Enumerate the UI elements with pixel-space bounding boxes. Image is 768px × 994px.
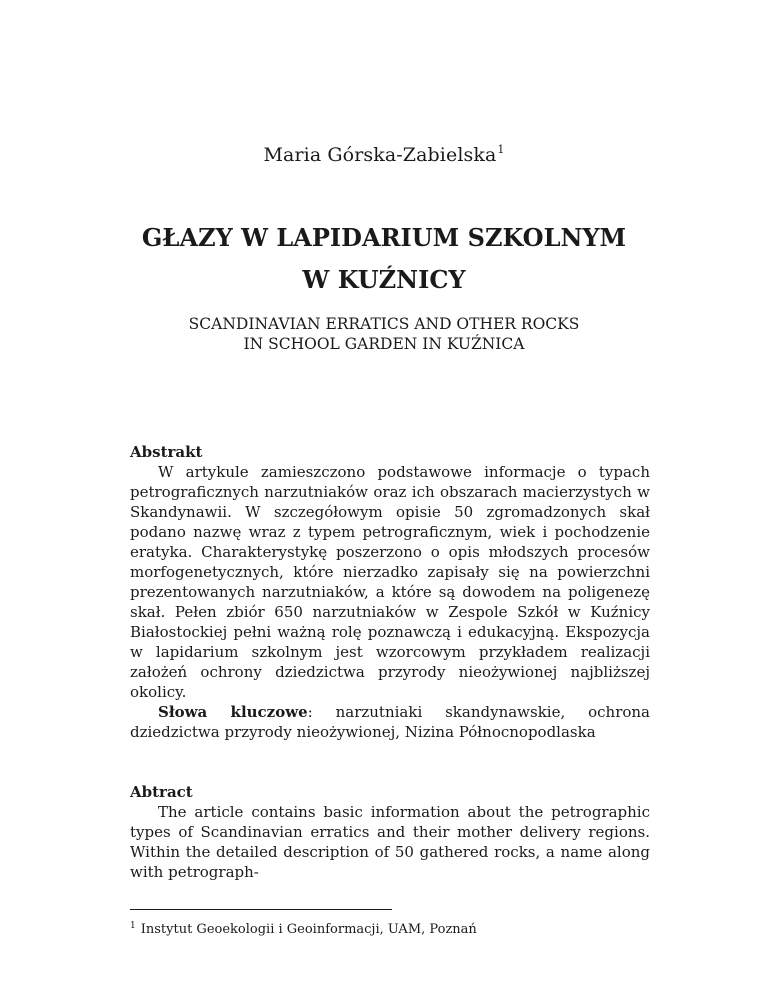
keywords-text: : narzutniaki skandynawskie, ochrona dziedzictwa przyrody nieożywionej, Nizina Północnopodlaska xyxy=(130,703,650,741)
abstract-polish xyxy=(130,442,650,742)
abstract-pl-body: W artykule zamieszczono podstawowe informacje o typach petrograficznych narzutniaków oraz ich obszarach macierzystych w Skandynawii. W szczegółowym opisie 50 zgromadzonych skał podano nazwę wraz z typem petrograficznym, wiek i pochodzenie eratyka. Charakterystykę poszerzono o opis młodszych procesów morfogenetycznych, które nierzadko zapisały się na powierzchni prezentowanych narzutniaków, a które są dowodem na poligenezę skał. Pełen zbiór 650 narzutniaków w Zespole Szkół w Kuźnicy Białostockiej pełni ważną rolę poznawczą i edukacyjną. Ekspozycja w lapidarium szkolnym jest wzorcowym przykładem realizacji założeń ochrony dziedzictwa przyrody nieożywionej najbliższej okolicy. xyxy=(130,463,650,701)
author-name: Maria Górska-Zabielska xyxy=(263,144,497,166)
author-footnote-mark: 1 xyxy=(497,143,505,156)
footnote-divider xyxy=(130,909,392,910)
footnote-mark: 1 xyxy=(130,921,136,931)
abstract-en-heading: Abtract xyxy=(130,783,193,801)
title-line-2: W KUŹNICY xyxy=(302,265,466,294)
author-line xyxy=(0,143,768,166)
subtitle-line-1: SCANDINAVIAN ERRATICS AND OTHER ROCKS xyxy=(188,315,580,333)
title-line-1: GŁAZY W LAPIDARIUM SZKOLNYM xyxy=(141,223,627,252)
abstract-pl-heading: Abstrakt xyxy=(130,443,203,461)
abstract-english xyxy=(130,782,650,882)
abstract-en-body: The article contains basic information about the petrographic types of Scandinavian erratics and their mother delivery regions. Within the detailed description of 50 gathered rocks, a name along with petrograph- xyxy=(130,803,650,881)
subtitle-line-2: IN SCHOOL GARDEN IN KUŹNICA xyxy=(243,335,525,353)
footnote-text: Instytut Geoekologii i Geoinformacji, UAM, Poznań xyxy=(140,922,477,937)
paper-subtitle xyxy=(0,314,768,354)
keywords-paragraph xyxy=(130,702,650,742)
keywords-label: Słowa kluczowe xyxy=(158,703,308,721)
footnote xyxy=(130,918,650,938)
paper-title xyxy=(0,217,768,301)
